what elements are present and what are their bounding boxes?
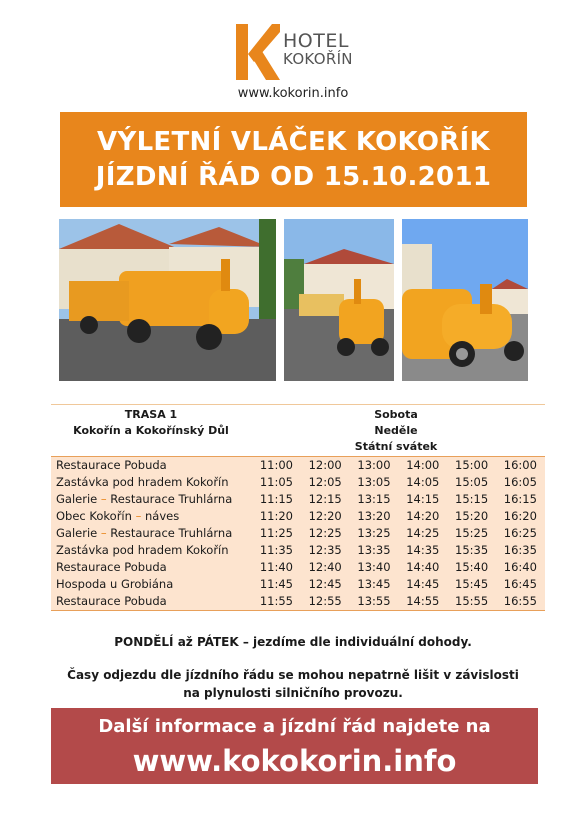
disclaimer-line: na plynulosti silničního provozu. [183,686,403,700]
timetable-rows [51,456,545,611]
timetable [51,404,545,611]
departure-time: 14:55 [406,594,440,608]
day-saturday: Sobota [374,408,418,421]
departure-time: 14:00 [406,458,440,472]
banner-title: VÝLETNÍ VLÁČEK KOKOŘÍK [97,127,490,157]
stop-name: Hospoda u Grobiána [56,577,174,591]
train-photo-icon [402,219,528,381]
departure-time: 11:55 [259,594,293,608]
timetable-header [51,404,545,456]
departure-time: 14:35 [406,543,440,557]
logo-line-hotel: HOTEL [283,30,349,52]
departure-time: 14:15 [406,492,440,506]
departure-time: 15:40 [455,560,489,574]
weekday-note: PONDĚLÍ až PÁTEK – jezdíme dle individuální dohody. [114,635,472,649]
departure-time: 14:40 [406,560,440,574]
departure-time: 12:40 [308,560,342,574]
info-footer [51,708,538,784]
stop-part: náves [144,509,180,523]
stop-name: Zastávka pod hradem Kokořín [56,543,229,557]
departure-time: 12:00 [308,458,342,472]
departure-time: 12:35 [308,543,342,557]
hotel-logo [236,24,366,84]
train-photo-icon [284,219,394,381]
stop-name: Restaurace Pobuda [56,560,167,574]
stop-name [51,525,252,542]
stop-name: Restaurace Pobuda [56,458,167,472]
banner-subtitle: JÍZDNÍ ŘÁD OD 15.10.2011 [95,162,492,192]
departure-time: 14:20 [406,509,440,523]
departure-time: 12:45 [308,577,342,591]
table-row [51,457,545,474]
stop-name [51,508,252,525]
stop-part: Restaurace Truhlárna [110,492,233,506]
departure-time: 11:00 [259,458,293,472]
departure-time: 16:55 [503,594,537,608]
stop-name: Zastávka pod hradem Kokořín [56,475,229,489]
stop-name [51,491,252,508]
departure-time: 16:15 [503,492,537,506]
departure-time: 16:00 [503,458,537,472]
stop-dash: – [100,526,107,540]
departure-time: 12:55 [308,594,342,608]
departure-time: 11:45 [259,577,293,591]
route-info [51,407,251,439]
table-row [51,508,545,525]
route-title: TRASA 1 [124,408,178,421]
departure-time: 16:35 [503,543,537,557]
departure-time: 11:35 [259,543,293,557]
table-row [51,542,545,559]
logo-text [283,32,353,68]
departure-time: 16:20 [503,509,537,523]
k-logo-icon [236,24,280,80]
table-row [51,576,545,593]
departure-time: 15:00 [455,458,489,472]
departure-time: 13:00 [357,458,391,472]
departure-time: 11:05 [259,475,293,489]
stop-part: Galerie [56,492,98,506]
title-banner [60,112,527,207]
disclaimer-note [0,666,586,702]
departure-time: 12:15 [308,492,342,506]
website-url[interactable]: www.kokorin.info [237,86,349,101]
departure-time: 15:25 [455,526,489,540]
stop-dash: – [100,492,107,506]
departure-time: 11:40 [259,560,293,574]
departure-time: 12:20 [308,509,342,523]
departure-time: 15:35 [455,543,489,557]
departure-time: 13:55 [357,594,391,608]
departure-time: 14:45 [406,577,440,591]
departure-time: 16:05 [503,475,537,489]
stop-part: Galerie [56,526,98,540]
departure-time: 12:25 [308,526,342,540]
departure-time: 11:25 [259,526,293,540]
table-row [51,474,545,491]
departure-time: 15:05 [455,475,489,489]
train-photo-2 [284,219,394,381]
departure-time: 13:20 [357,509,391,523]
departure-time: 13:45 [357,577,391,591]
table-row [51,559,545,576]
footer-text: Další informace a jízdní řád najdete na [98,716,491,737]
departure-time: 16:45 [503,577,537,591]
departure-time: 16:25 [503,526,537,540]
stop-part: Restaurace Truhlárna [110,526,233,540]
departure-time: 13:40 [357,560,391,574]
departure-time: 15:15 [455,492,489,506]
stop-dash: – [135,509,142,523]
train-photo-icon [59,219,276,381]
departure-time: 15:55 [455,594,489,608]
departure-time: 15:45 [455,577,489,591]
route-name: Kokořín a Kokořínský Důl [73,424,229,437]
operating-days [341,407,451,455]
departure-time: 16:40 [503,560,537,574]
table-row [51,525,545,542]
train-photo-1 [59,219,276,381]
departure-time: 12:05 [308,475,342,489]
departure-time: 14:25 [406,526,440,540]
disclaimer-line: Časy odjezdu dle jízdního řádu se mohou nepatrně lišit v závislosti [67,668,519,682]
table-row [51,593,545,610]
stop-part: Obec Kokořín [56,509,132,523]
departure-time: 14:05 [406,475,440,489]
departure-time: 13:35 [357,543,391,557]
departure-time: 11:20 [259,509,293,523]
stop-name: Restaurace Pobuda [56,594,167,608]
departure-time: 13:05 [357,475,391,489]
table-row [51,491,545,508]
departure-time: 11:15 [259,492,293,506]
footer-url[interactable]: www.kokokorin.info [132,744,457,778]
train-photo-3 [402,219,528,381]
departure-time: 13:25 [357,526,391,540]
day-sunday: Neděle [374,424,418,437]
departure-time: 15:20 [455,509,489,523]
day-holiday: Státní svátek [354,440,438,453]
logo-line-kokorin: KOKOŘÍN [283,50,353,68]
departure-time: 13:15 [357,492,391,506]
